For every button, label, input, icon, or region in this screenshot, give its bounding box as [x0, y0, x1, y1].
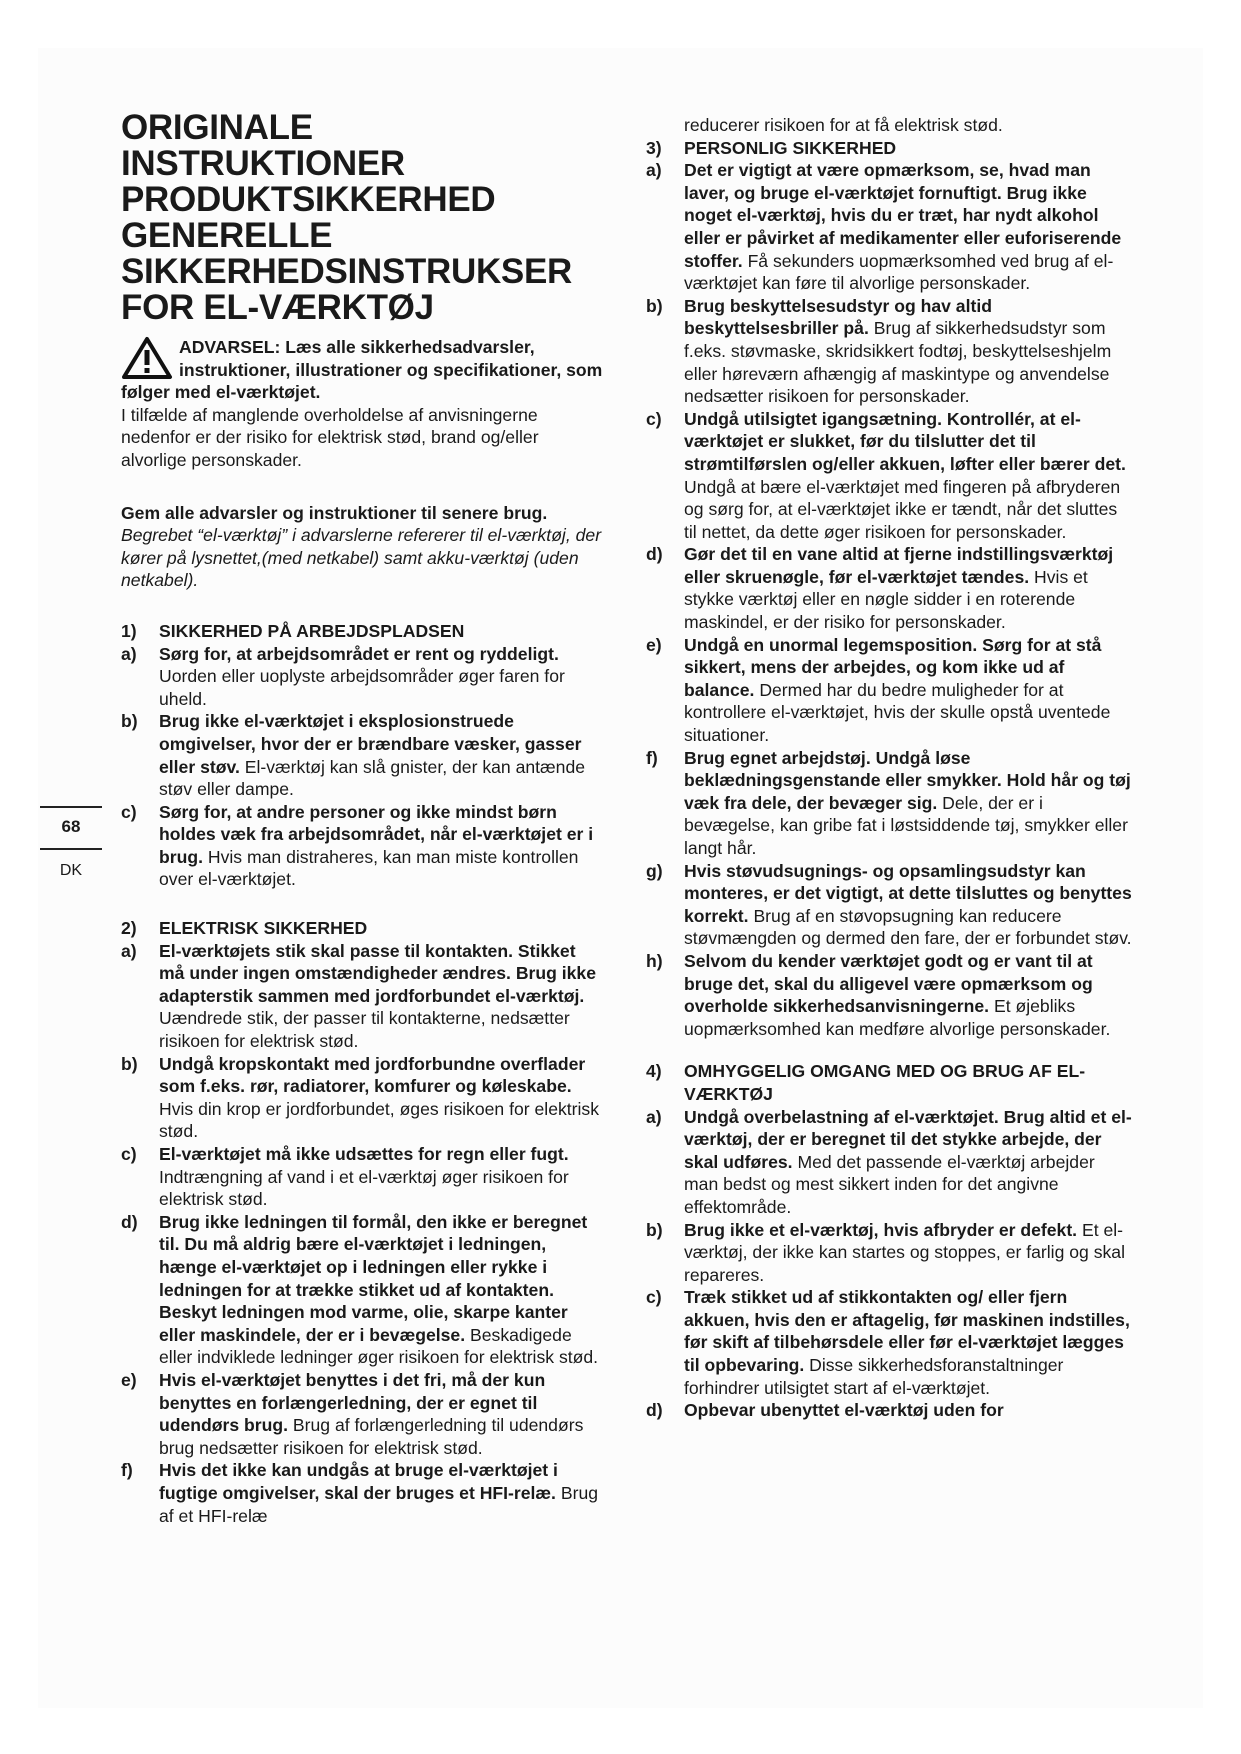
section-title: SIKKERHED PÅ ARBEJDSPLADSEN [159, 620, 465, 641]
item-label: d) [646, 1400, 663, 1421]
item-bold: Undgå kropskontakt med jordforbundne overflader som f.eks. rør, radiatorer, komfurer og køleskabe. [159, 1053, 586, 1097]
item-bold: El-værktøjets stik skal passe til kontakten. Stikket må under ingen omstændigheder ændres. Brug ikke adapterstik sammen med jordforbundet el-værktøj. [159, 940, 596, 1006]
item-text: Brug af forlængerledning til udendørs brug nedsætter risikoen for elektrisk stød. [159, 1415, 584, 1458]
item-text: Hvis din krop er jordforbundet, øges risikoen for elektrisk stød. [159, 1098, 600, 1142]
item-bold: Undgå utilsigtet igangsætning. Kontrollér, at el-værktøjet er slukket, før du tilslutter det til strømtilførslen og/eller akkuen, løfter eller bærer det. [684, 408, 1126, 474]
item-text: Beskadigede eller indviklede ledninger øger risikoen for elektrisk stød. [159, 1324, 599, 1368]
item-bold: Hvis støvudsugnings- og opsamlingsudstyr kan monteres, er det vigtigt, at dette tilsluttes og benyttes korrekt. [684, 860, 1132, 926]
right-column [646, 114, 1132, 1422]
section-heading [121, 917, 604, 940]
item-label: c) [121, 1144, 137, 1164]
title-line: INSTRUKTIONER [121, 144, 405, 183]
warning-block [121, 336, 604, 472]
definition-note: Begrebet “el-værktøj” i advarslerne refererer til el-værktøj, der kører på lysnettet,(med netkabel) samt akku-værktøj (uden netkabel). [121, 525, 602, 591]
item-bold: Hvis det ikke kan undgås at bruge el-værktøjet i fugtige omgivelser, skal der bruges et HFI-relæ. [159, 1460, 558, 1503]
page-marker-line-bottom [40, 848, 102, 850]
item-bold: Træk stikket ud af stikkontakten og/ eller fjern akkuen, hvis den er aftagelig, før maskinen indstilles, før skift af tilbehørsdele eller før el-værktøjet lægges til opbevaring. [684, 1287, 1130, 1376]
item-label: d) [121, 1211, 138, 1232]
list-item [646, 543, 1132, 633]
item-label: a) [121, 643, 137, 664]
continuation-text [646, 114, 1132, 137]
left-column [121, 110, 604, 1527]
list-item [646, 860, 1132, 950]
item-text: Dermed har du bedre muligheder for at kontrollere el-værktøjet, hvis der skulle opstå uventede situationer. [684, 679, 1111, 746]
warning-text: I tilfælde af manglende overholdelse af anvisningerne nedenfor er der risiko for elektrisk stød, brand og/eller alvorlige personskader. [121, 404, 539, 470]
item-label: d) [646, 544, 663, 565]
document-title [121, 110, 604, 326]
list-item [121, 1053, 604, 1143]
title-line: PRODUKTSIKKERHED [121, 180, 496, 219]
list-item [646, 159, 1132, 295]
item-bold: Undgå en unormal legemsposition. Sørg for at stå sikkert, mens der arbejdes, og kom ikke ud af balance. [684, 634, 1102, 700]
list-item [121, 1369, 604, 1459]
item-bold: Undgå overbelastning af el-værktøjet. Brug altid et el-værktøj, der er beregnet til det stykke arbejde, der skal udføres. [684, 1106, 1132, 1172]
item-label: c) [121, 801, 137, 822]
item-bold: Brug beskyttelsesudstyr og hav altid beskyttelsesbriller på. [684, 295, 992, 339]
section-title: OMHYGGELIG OMGANG MED OG BRUG AF EL-VÆRKTØJ [684, 1061, 1086, 1104]
section-number: 2) [121, 918, 137, 939]
item-label: e) [121, 1369, 137, 1390]
item-text: Et øjebliks uopmærksomhed kan medføre alvorlige personskader. [684, 996, 1111, 1039]
list-item [121, 1143, 604, 1211]
list-item [121, 801, 604, 891]
warning-heading: ADVARSEL: Læs alle sikkerhedsadvarsler, instruktioner, illustrationer og specifikationer, som følger med el-værktøjet. [121, 337, 603, 403]
item-text: Uorden eller uoplyste arbejdsområder øger faren for uheld. [159, 666, 565, 709]
list-item [646, 950, 1132, 1040]
list-item [646, 1399, 1132, 1422]
section-heading [121, 620, 604, 643]
item-text: Undgå at bære el-værktøjet med fingeren på afbryderen og sørg for, at el-værktøjet ikke er tændt, når det sluttes til nettet, da dette øger risikoen for personskader. [684, 476, 1121, 542]
page-number: 68 [61, 817, 81, 836]
section-title: PERSONLIG SIKKERHED [684, 137, 897, 158]
list-item [646, 747, 1132, 860]
item-bold: Sørg for, at andre personer og ikke mindst børn holdes væk fra arbejdsområdet, når el-værktøjet er i brug. [159, 801, 594, 867]
item-text: Dele, der er i bevægelse, kan gribe fat i løstsiddende tøj, smykker eller langt hår. [684, 792, 1128, 858]
item-label: a) [646, 160, 662, 181]
item-text: Få sekunders uopmærksomhed ved brug af el-værktøjet kan føre til alvorlige personskader. [684, 250, 1114, 294]
title-line: FOR EL-VÆRKTØJ [121, 288, 434, 327]
item-text: Brug af en støvopsugning kan reducere støvmængden og dermed den fare, der er forbundet støv. [684, 905, 1132, 949]
item-label: f) [121, 1460, 133, 1481]
item-bold: Brug ikke el-værktøjet i eksplosionstruede omgivelser, hvor der er brændbare væsker, gasser eller støv. [159, 711, 582, 777]
list-item [121, 940, 604, 1053]
item-text: Hvis et stykke værktøj eller en nøgle sidder i en roterende maskindel, er der risiko for personskader. [684, 566, 1088, 633]
item-label: c) [646, 408, 662, 429]
item-label: b) [646, 1219, 663, 1240]
section-number: 1) [121, 620, 137, 641]
section-number: 4) [646, 1061, 662, 1082]
item-text: Uændrede stik, der passer til kontakterne, nedsætter risikoen for elektrisk stød. [159, 1008, 570, 1052]
item-text: Indtrængning af vand i et el-værktøj øger risikoen for elektrisk stød. [159, 1166, 569, 1210]
item-text: Disse sikkerhedsforanstaltninger forhindrer utilsigtet start af el-værktøjet. [684, 1355, 1064, 1398]
continued-sentence: reducerer risikoen for at få elektrisk stød. [684, 115, 1003, 135]
item-text: Brug af sikkerhedsudstyr som f.eks. støvmaske, skridsikkert fodtøj, beskyttelseshjelm eller høreværn afhængig af maskintype og anvendelse nedsætter risikoen for personskader. [684, 318, 1112, 407]
section-number: 3) [646, 137, 662, 158]
item-label: a) [121, 940, 137, 961]
list-item [646, 295, 1132, 408]
list-item [121, 643, 604, 711]
item-label: f) [646, 747, 658, 768]
item-bold: El-værktøjet må ikke udsættes for regn eller fugt. [159, 1144, 569, 1164]
item-bold: Det er vigtigt at være opmærksom, se, hvad man laver, og bruge el-værktøjet fornuftigt. Brug ikke noget el-værktøj, hvis du er træt, har nydt alkohol eller er påvirket af medikamenter eller euforiserende stoffer. [684, 160, 1122, 271]
item-bold: Opbevar ubenyttet el-værktøj uden for [684, 1400, 1004, 1421]
list-item [121, 1211, 604, 1369]
item-label: b) [121, 1053, 138, 1074]
list-item [121, 710, 604, 800]
item-bold: Selvom du kender værktøjet godt og er vant til at bruge det, skal du alligevel være opmærksom og overholde sikkerhedsanvisningerne. [684, 950, 1093, 1017]
item-text: Hvis man distraheres, kan man miste kontrollen over el-værktøjet. [159, 846, 579, 890]
section-heading [646, 137, 1132, 160]
list-item [646, 1219, 1132, 1287]
list-item [121, 1459, 604, 1527]
list-item [646, 634, 1132, 747]
item-label: g) [646, 860, 663, 881]
list-item [646, 1106, 1132, 1219]
item-bold: Hvis el-værktøjet benyttes i det fri, må der kun benyttes en forlængerledning, der er egnet til udendørs brug. [159, 1369, 546, 1436]
title-line: SIKKERHEDSINSTRUKSER [121, 252, 572, 291]
warning-triangle-icon [121, 336, 173, 380]
item-text: El-værktøj kan slå gnister, der kan antænde støv eller dampe. [159, 756, 586, 800]
item-label: b) [121, 711, 138, 732]
item-bold: Brug ikke ledningen til formål, den ikke er beregnet til. Du må aldrig bære el-værktøjet i ledningen, hænge el-værktøjet op i ledningen eller rykke i ledningen for at trække stikket ud af kontakten. Beskyt ledningen mod varme, olie, skarpe kanter eller maskindele, der er i bevægelse. [159, 1211, 588, 1345]
title-line: GENERELLE [121, 216, 333, 255]
item-text: Med det passende el-værktøj arbejder man bedst og mest sikkert inden for det angivne effektområde. [684, 1151, 1095, 1217]
item-label: h) [646, 950, 663, 971]
item-bold: Brug ikke et el-værktøj, hvis afbryder er defekt. [684, 1219, 1078, 1240]
item-label: a) [646, 1106, 662, 1127]
list-item [646, 408, 1132, 544]
page-marker-line-top [40, 806, 102, 808]
title-line: ORIGINALE [121, 108, 313, 147]
section-title: ELEKTRISK SIKKERHED [159, 918, 368, 939]
save-instructions-heading: Gem alle advarsler og instruktioner til senere brug. [121, 502, 548, 523]
item-label: c) [646, 1287, 662, 1308]
item-label: b) [646, 295, 663, 316]
item-label: e) [646, 634, 662, 655]
item-text: Et el-værktøj, der ikke kan startes og stoppes, er farlig og skal repareres. [684, 1219, 1126, 1285]
item-bold: Sørg for, at arbejdsområdet er rent og ryddeligt. [159, 643, 559, 664]
item-bold: Brug egnet arbejdstøj. Undgå løse beklædningsgenstande eller smykker. Hold hår og tøj væk fra dele, der bevæger sig. [684, 747, 1131, 813]
item-bold: Gør det til en vane altid at fjerne indstillingsværktøj eller skruenøgle, før el-værktøjet tændes. [684, 544, 1114, 587]
item-text: Brug af et HFI-relæ [159, 1482, 599, 1526]
section-heading [646, 1060, 1132, 1105]
list-item [646, 1286, 1132, 1399]
language-code: DK [59, 862, 83, 879]
